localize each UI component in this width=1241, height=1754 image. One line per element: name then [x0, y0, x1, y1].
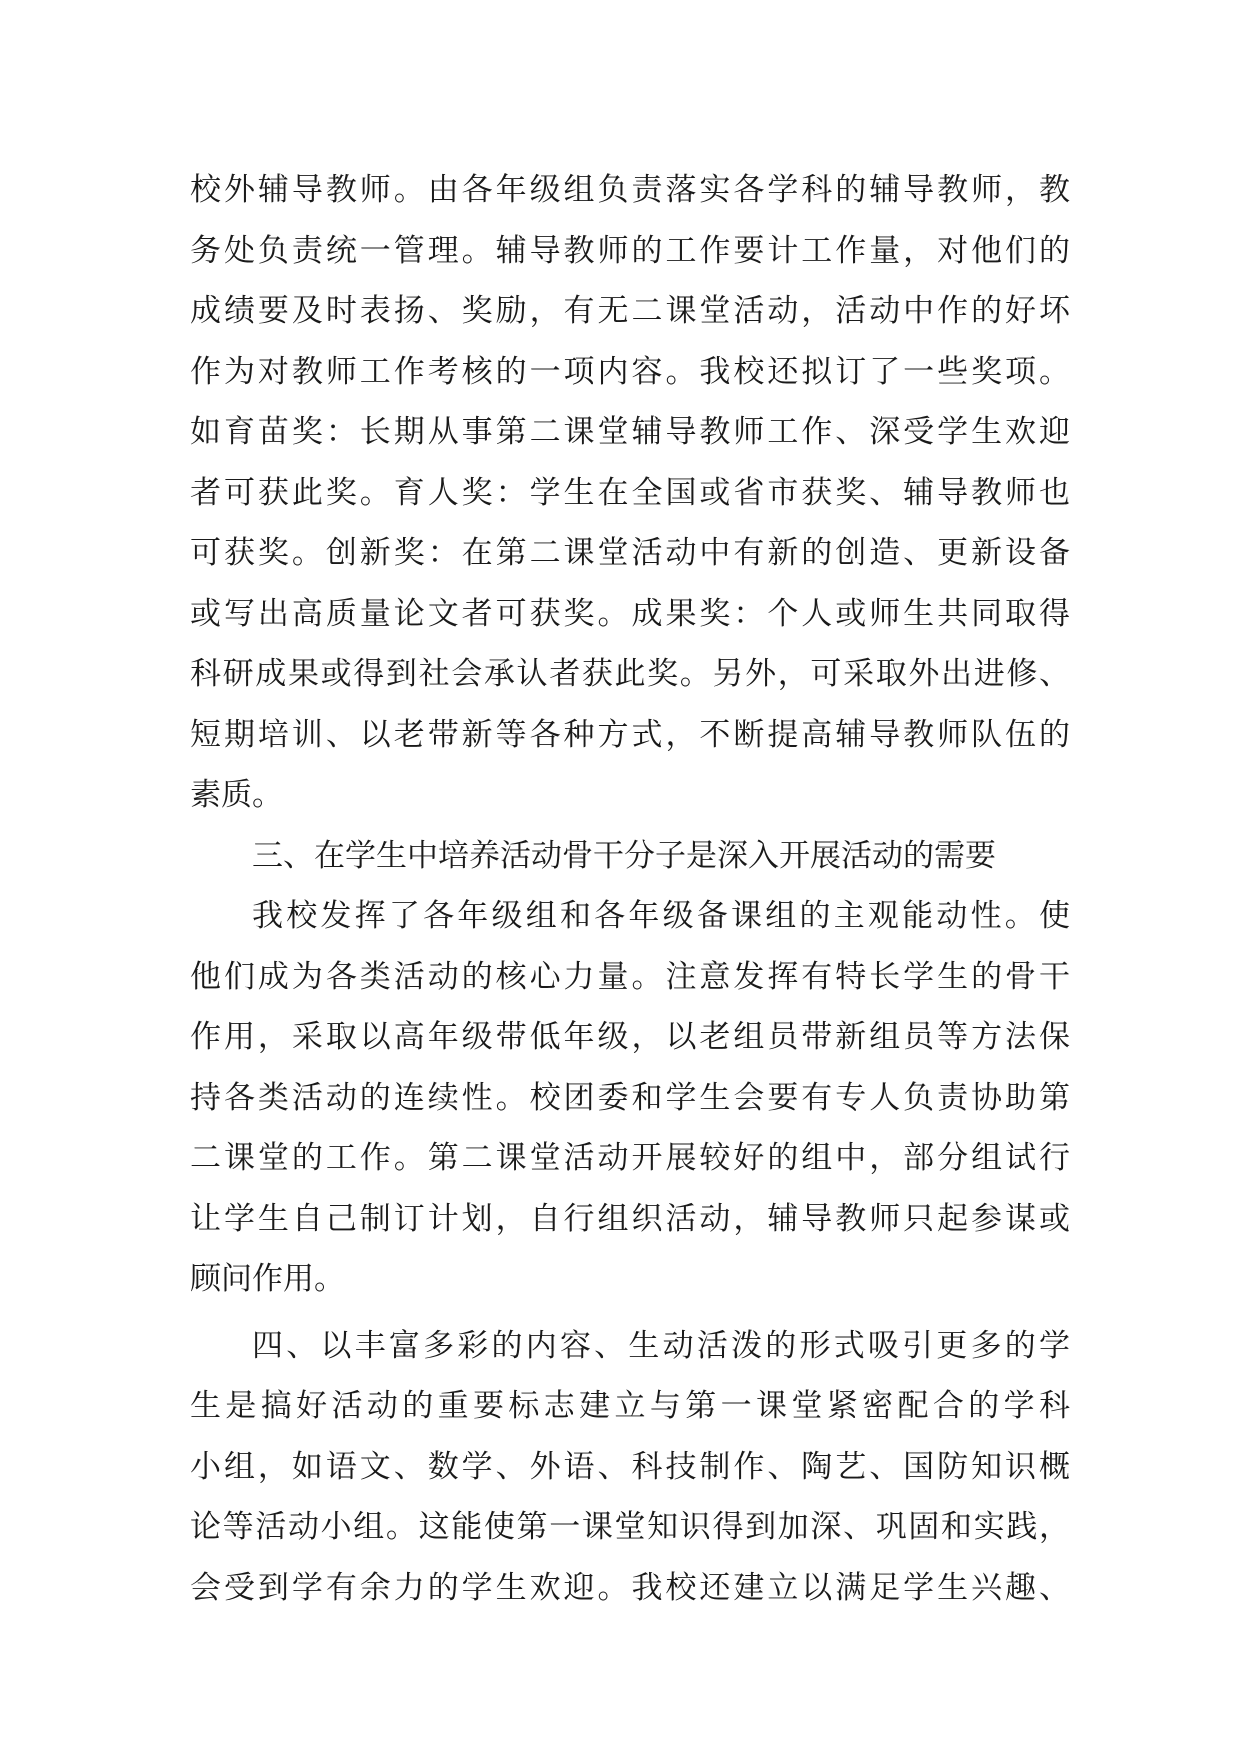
text-line: 校外辅导教师。由各年级组负责落实各学科的辅导教师，教 [190, 172, 1070, 208]
text-line: 顾问作用。 [190, 1261, 345, 1297]
text-line: 论等活动小组。这能使第一课堂知识得到加深、巩固和实践， [190, 1509, 1070, 1545]
text-line: 务处负责统一管理。辅导教师的工作要计工作量，对他们的 [190, 232, 1070, 269]
text-line: 会受到学有余力的学生欢迎。我校还建立以满足学生兴趣、 [190, 1569, 1070, 1606]
paragraph-first-line: 我校发挥了各年级组和各年级备课组的主观能动性。使 [252, 898, 1070, 934]
text-line: 持各类活动的连续性。校团委和学生会要有专人负责协助第 [190, 1079, 1070, 1116]
text-line: 小组，如语文、数学、外语、科技制作、陶艺、国防知识概 [190, 1448, 1070, 1485]
text-line: 作为对教师工作考核的一项内容。我校还拟订了一些奖项。 [190, 353, 1070, 390]
text-line: 让学生自己制订计划，自行组织活动，辅导教师只起参谋或 [190, 1200, 1070, 1237]
text-line: 素质。 [190, 777, 283, 813]
text-line: 作用，采取以高年级带低年级，以老组员带新组员等方法保 [190, 1019, 1070, 1055]
section-heading-3: 三、在学生中培养活动骨干分子是深入开展活动的需要 [252, 837, 996, 874]
section-heading-4: 四、以丰富多彩的内容、生动活泼的形式吸引更多的学 [252, 1327, 1070, 1364]
body-text [190, 160, 1070, 1618]
text-line: 者可获此奖。育人奖：学生在全国或省市获奖、辅导教师也 [190, 474, 1070, 511]
text-line: 可获奖。创新奖：在第二课堂活动中有新的创造、更新设备 [190, 535, 1070, 571]
text-line: 成绩要及时表扬、奖励，有无二课堂活动，活动中作的好坏 [190, 293, 1070, 329]
text-line: 科研成果或得到社会承认者获此奖。另外，可采取外出进修、 [190, 656, 1070, 692]
text-line: 生是搞好活动的重要标志建立与第一课堂紧密配合的学科 [190, 1388, 1070, 1424]
text-line: 二课堂的工作。第二课堂活动开展较好的组中，部分组试行 [190, 1140, 1070, 1176]
text-line: 短期培训、以老带新等各种方式，不断提高辅导教师队伍的 [190, 716, 1070, 753]
text-line: 他们成为各类活动的核心力量。注意发挥有特长学生的骨干 [190, 958, 1070, 995]
text-line: 或写出高质量论文者可获奖。成果奖：个人或师生共同取得 [190, 595, 1070, 632]
text-line: 如育苗奖：长期从事第二课堂辅导教师工作、深受学生欢迎 [190, 414, 1070, 450]
